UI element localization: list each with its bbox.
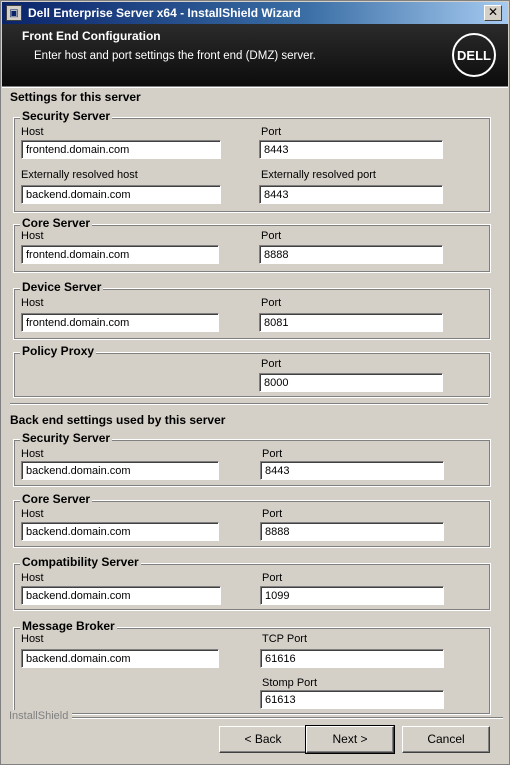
backend-security-server-legend: Security Server (22, 431, 111, 445)
next-button[interactable]: Next > (306, 726, 394, 753)
backend-security-host-input[interactable] (21, 461, 219, 480)
backend-core-server-legend: Core Server (22, 492, 91, 506)
header-divider (2, 86, 508, 88)
close-button[interactable]: ✕ (484, 5, 502, 21)
window-title: Dell Enterprise Server x64 - InstallShield Wizard (28, 6, 301, 20)
compat-host-input[interactable] (21, 586, 221, 605)
security-port-label: Port (261, 126, 282, 138)
page-subtitle: Enter host and port settings the front end (DMZ) server. (34, 50, 316, 62)
policy-port-input[interactable] (259, 373, 443, 392)
backend-security-port-input[interactable] (260, 461, 444, 480)
compatibility-server-legend: Compatibility Server (22, 555, 139, 569)
device-port-label: Port (261, 297, 282, 309)
ext-port-label: Externally resolved port (261, 169, 376, 181)
tcp-port-label: TCP Port (262, 633, 308, 645)
security-host-label: Host (21, 126, 44, 138)
device-host-label: Host (21, 297, 44, 309)
core-server-legend: Core Server (22, 216, 91, 230)
stomp-port-label: Stomp Port (262, 677, 318, 689)
backend-security-port-label: Port (262, 448, 283, 460)
device-host-input[interactable] (21, 313, 219, 332)
settings-section-title: Settings for this server (10, 90, 141, 104)
backend-security-host-label: Host (21, 448, 44, 460)
page-title: Front End Configuration (22, 29, 161, 43)
device-port-input[interactable] (259, 313, 443, 332)
section-divider (10, 403, 488, 405)
message-broker-legend: Message Broker (22, 619, 115, 633)
security-port-input[interactable] (259, 140, 443, 159)
installer-app-icon: ▣ (6, 5, 22, 21)
ext-host-input[interactable] (21, 185, 221, 204)
device-server-legend: Device Server (22, 280, 102, 294)
security-host-input[interactable] (21, 140, 221, 159)
backend-core-port-input[interactable] (260, 522, 444, 541)
backend-core-port-label: Port (262, 508, 283, 520)
footer-divider (71, 717, 503, 719)
policy-port-label: Port (261, 358, 282, 370)
back-button[interactable]: < Back (219, 726, 307, 753)
ext-host-label: Externally resolved host (21, 169, 138, 181)
core-port-label: Port (261, 230, 282, 242)
compat-host-label: Host (21, 572, 44, 584)
stomp-port-input[interactable] (260, 690, 444, 709)
broker-host-label: Host (21, 633, 44, 645)
core-host-input[interactable] (21, 245, 219, 264)
installshield-brand: InstallShield (9, 710, 72, 722)
dell-logo-text: DELL (457, 47, 491, 63)
wizard-header (2, 24, 508, 86)
title-bar[interactable] (2, 2, 508, 24)
broker-host-input[interactable] (21, 649, 219, 668)
compat-port-input[interactable] (260, 586, 444, 605)
ext-port-input[interactable] (259, 185, 443, 204)
dell-logo (452, 33, 496, 77)
core-port-input[interactable] (259, 245, 443, 264)
backend-core-host-input[interactable] (21, 522, 219, 541)
backend-section-title: Back end settings used by this server (10, 413, 226, 427)
cancel-button[interactable]: Cancel (402, 726, 490, 753)
tcp-port-input[interactable] (260, 649, 444, 668)
backend-core-host-label: Host (21, 508, 44, 520)
security-server-legend: Security Server (22, 109, 111, 123)
compat-port-label: Port (262, 572, 283, 584)
policy-proxy-legend: Policy Proxy (22, 344, 95, 358)
core-host-label: Host (21, 230, 44, 242)
